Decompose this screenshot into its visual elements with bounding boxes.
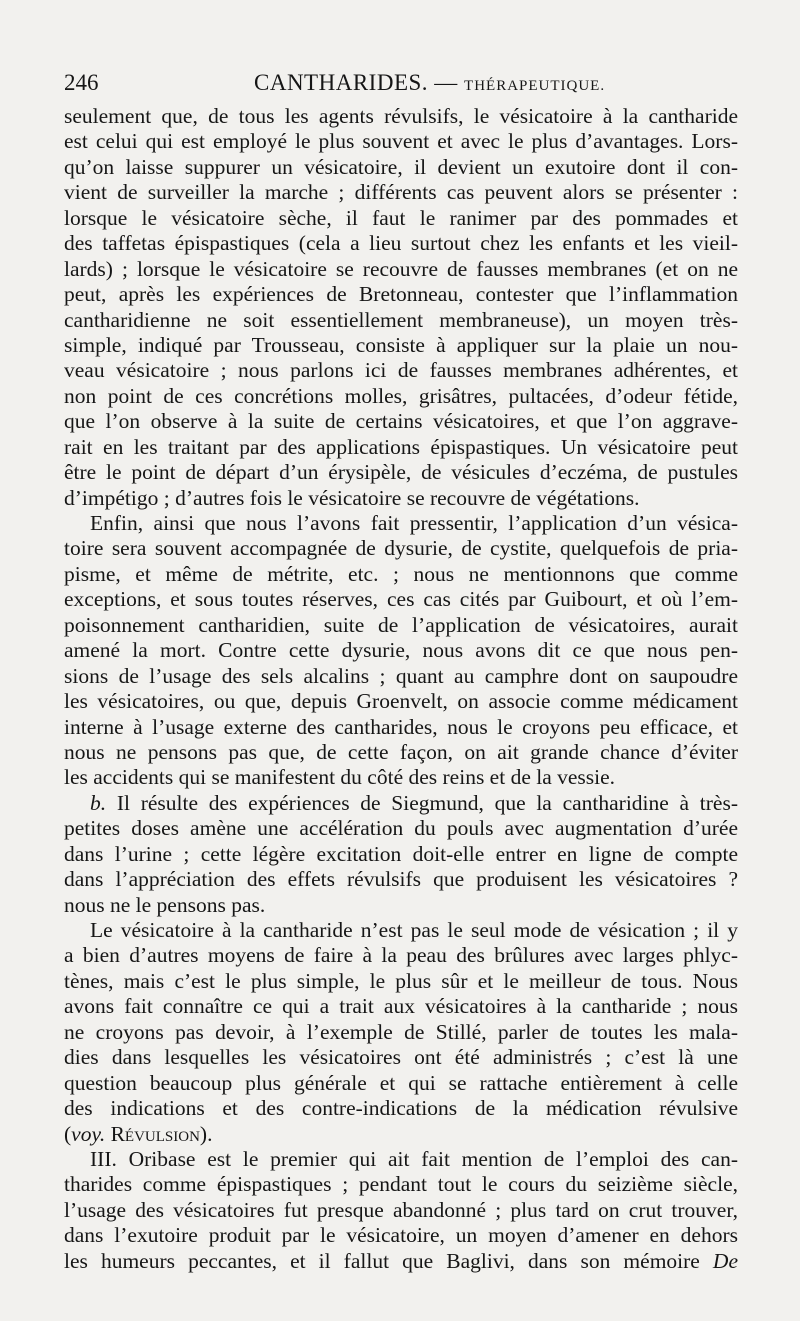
text-line: amené la mort. Contre cette dysurie, nous avons dit ce que nous pen-	[64, 638, 738, 663]
text-line: rait en les traitant par des applications épispastiques. Un vésicatoire peut	[64, 434, 738, 459]
text-line: pisme, et même de métrite, etc. ; nous ne mentionnons que comme	[64, 561, 738, 586]
text-line	[64, 1249, 738, 1274]
text-line: a bien d’autres moyens de faire à la peau des brûlures avec larges phlyc-	[64, 943, 738, 968]
text-line: question beaucoup plus générale et qui se rattache entièrement à celle	[64, 1070, 738, 1095]
text-line: Le vésicatoire à la cantharide n’est pas le seul mode de vésication ; il y	[90, 918, 738, 942]
text-line: les vésicatoires, ou que, depuis Groenvelt, on associe comme médicament	[64, 689, 738, 714]
text-line: dans l’urine ; cette légère excitation doit-elle entrer en ligne de compte	[64, 841, 738, 866]
page-header	[64, 70, 738, 100]
text-line: interne à l’usage externe des cantharides, nous le croyons peu efficace, et	[64, 714, 738, 739]
text-line: les accidents qui se manifestent du côté des reins et de la vessie.	[64, 765, 616, 790]
text-line: être le point de départ d’un érysipèle, de vésicules d’eczéma, de pustules	[64, 460, 738, 485]
text-line: tènes, mais c’est le plus simple, le plus sûr et le meilleur de tous. Nous	[64, 968, 738, 993]
text-line: est celui qui est employé le plus souvent et avec le plus d’avantages. Lors-	[64, 129, 738, 154]
text-line: dans l’exutoire produit par le vésicatoire, un moyen d’amener en dehors	[64, 1223, 738, 1248]
text-line: l’usage des vésicatoires fut presque abandonné ; plus tard on crut trouver,	[64, 1197, 738, 1222]
running-head-separator: —	[434, 70, 458, 95]
text-line: toire sera souvent accompagnée de dysurie, de cystite, quelquefois de pria-	[64, 536, 738, 561]
text-line: avons fait connaître ce qui a trait aux vésicatoires à la cantharide ; nous	[64, 994, 738, 1019]
cross-reference-close: ).	[199, 1121, 213, 1146]
text-line: qu’on laisse suppurer un vésicatoire, il devient un exutoire dont il con-	[64, 154, 738, 179]
text-line: nous ne pensons pas que, de cette façon, on ait grande chance d’éviter	[64, 739, 738, 764]
text-line: poisonnement cantharidien, suite de l’application de vésicatoires, aurait	[64, 612, 738, 637]
text-line: des indications et des contre-indications de la médication révulsive	[64, 1096, 738, 1121]
text-line: des taffetas épispastiques (cela a lieu surtout chez les enfants et les vieil-	[64, 231, 738, 256]
text-line: nous ne le pensons pas.	[64, 892, 266, 917]
cross-reference-voy: voy.	[71, 1121, 106, 1146]
cross-reference-open: (	[64, 1121, 72, 1146]
text-line: lorsque le vésicatoire sèche, il faut le ranimer par des pommades et	[64, 205, 738, 230]
text-line: sions de l’usage des sels alcalins ; quant au camphre dont on saupoudre	[64, 663, 738, 688]
text-line: dies dans lesquelles les vésicatoires ont été administrés ; c’est là une	[64, 1045, 738, 1070]
text-line: d’impétigo ; d’autres fois le vésicatoire se recouvre de végétations.	[64, 485, 640, 510]
cross-reference-term: Révulsion	[110, 1121, 200, 1146]
text-line: peut, après les expériences de Bretonneau, contester que l’inflammation	[64, 282, 738, 307]
text-line: petites doses amène une accélération du pouls avec augmentation d’urée	[64, 816, 738, 841]
running-head-subtitle: THÉRAPEUTIQUE.	[464, 78, 606, 94]
text-line: lards) ; lorsque le vésicatoire se recouvre de fausses membranes (et on ne	[64, 256, 738, 281]
text-line-content: les humeurs peccantes, et il fallut que Baglivi, dans son mémoire	[64, 1248, 700, 1273]
text-line-content: Il résulte des expériences de Siegmund, que la cantharidine à très-	[106, 790, 738, 815]
text-line: seulement que, de tous les agents révulsifs, le vésicatoire à la cantharide	[64, 104, 738, 128]
text-line: Enfin, ainsi que nous l’avons fait pressentir, l’application d’un vésica-	[90, 511, 738, 535]
text-line: vient de surveiller la marche ; différents cas peuvent alors se présenter :	[64, 180, 738, 205]
text-line: III. Oribase est le premier qui ait fait mention de l’emploi des can-	[90, 1146, 738, 1171]
running-head	[254, 70, 605, 96]
text-line: exceptions, et sous toutes réserves, ces cas cités par Guibourt, et où l’em-	[64, 587, 738, 612]
body-text	[64, 104, 738, 1274]
text-line: cantharidienne ne soit essentiellement membraneuse), un moyen très-	[64, 307, 738, 332]
page-number: 246	[64, 70, 99, 95]
text-line: que l’on observe à la suite de certains vésicatoires, et que l’on aggrave-	[64, 409, 738, 434]
italic-word: De	[712, 1248, 738, 1273]
running-head-title: CANTHARIDES.	[254, 70, 429, 95]
text-line: simple, indiqué par Trousseau, consiste à appliquer sur la plaie un nou-	[64, 332, 738, 357]
text-line: non point de ces concrétions molles, grisâtres, pultacées, d’odeur fétide,	[64, 383, 738, 408]
text-line	[64, 1122, 738, 1147]
text-line: veau vésicatoire ; nous parlons ici de fausses membranes adhérentes, et	[64, 358, 738, 383]
section-letter: b.	[90, 790, 107, 815]
text-line: tharides comme épispastiques ; pendant tout le cours du seizième siècle,	[64, 1172, 738, 1197]
text-line	[64, 791, 738, 816]
text-line: dans l’appréciation des effets révulsifs que produisent les vésicatoires ?	[64, 867, 738, 892]
text-line: ne croyons pas devoir, à l’exemple de Stillé, parler de toutes les mala-	[64, 1019, 738, 1044]
